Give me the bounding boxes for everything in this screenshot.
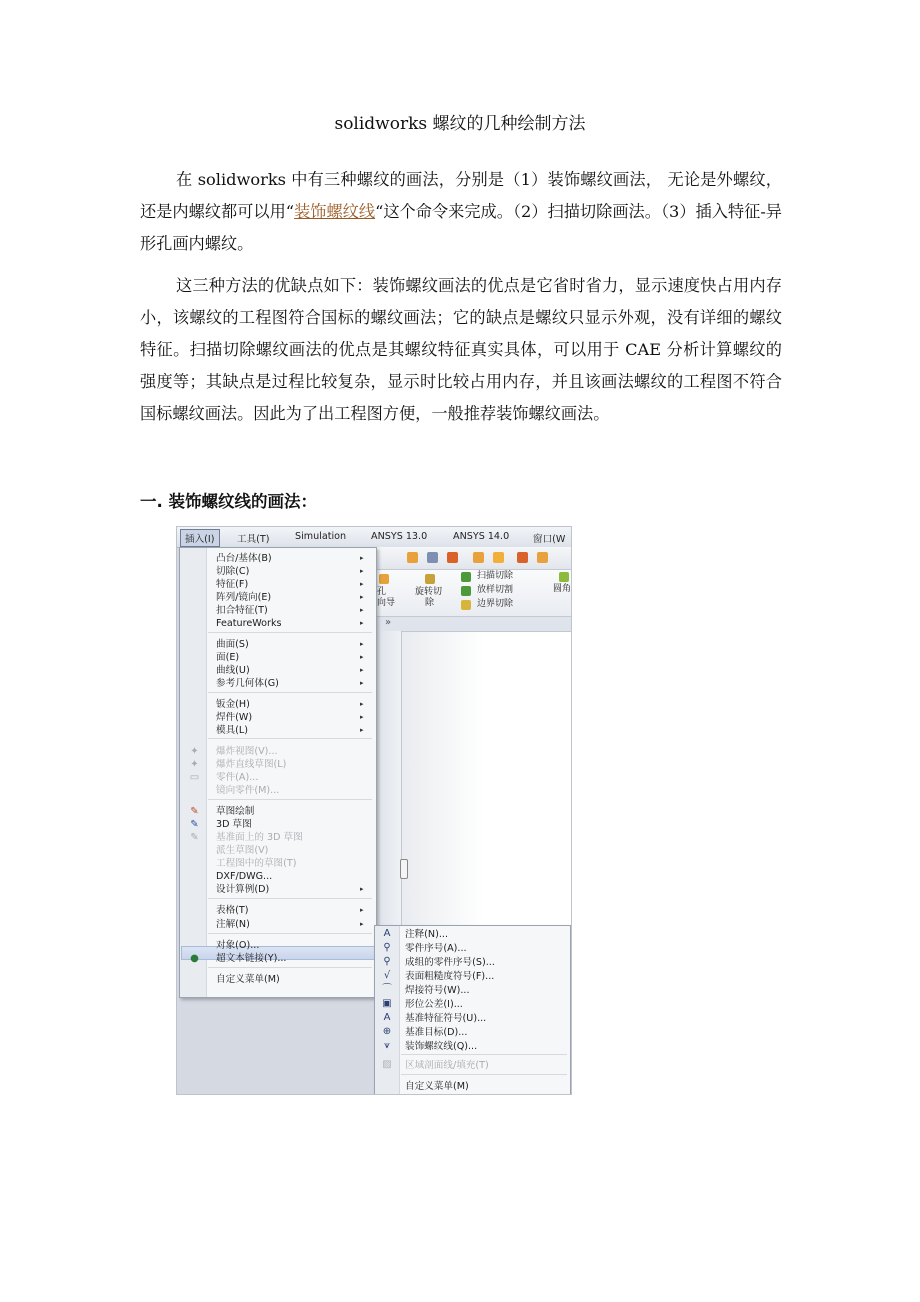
loft-cut-label[interactable]: 放样切割 <box>477 585 514 595</box>
submenu-arrow-icon: ▸ <box>360 726 364 734</box>
sweep-cut-label[interactable]: 扫描切除 <box>477 571 514 581</box>
hole-wizard-icon[interactable] <box>379 574 389 584</box>
menu-item-icon: ● <box>190 953 199 964</box>
submenu-item-icon: ⩛ <box>384 1040 390 1051</box>
annotation-submenu-item: 区域剖面线/填充(T) <box>405 1060 489 1071</box>
section-heading: 一. 装饰螺纹线的画法： <box>140 492 318 511</box>
splitter-handle[interactable] <box>400 859 408 879</box>
insert-menu-item[interactable]: 阵列/镜向(E) <box>216 592 272 603</box>
submenu-item-icon: ▣ <box>382 998 392 1009</box>
submenu-arrow-icon: ▸ <box>360 700 364 708</box>
submenu-separator <box>401 1074 567 1075</box>
toolbar-icon-5[interactable] <box>493 552 504 563</box>
submenu-item-icon: ⚲ <box>383 942 391 953</box>
submenu-arrow-icon: ▸ <box>360 920 364 928</box>
menu-tools[interactable]: 工具(T) <box>237 534 270 545</box>
annotation-submenu-item[interactable]: 成组的零件序号(S)... <box>405 957 495 968</box>
insert-menu-item[interactable]: 表格(T) <box>216 905 249 916</box>
revolve-cut-label-1[interactable]: 旋转切 <box>415 587 443 597</box>
menu-window[interactable]: 窗口(W <box>533 534 566 545</box>
expand-chevron-icon[interactable]: » <box>385 617 392 628</box>
submenu-item-icon: √ <box>383 970 391 981</box>
insert-menu-item[interactable]: FeatureWorks <box>216 618 282 629</box>
solidworks-screenshot <box>176 526 572 1095</box>
insert-menu-item: 基准面上的 3D 草图 <box>216 832 303 843</box>
submenu-arrow-icon: ▸ <box>360 640 364 648</box>
submenu-arrow-icon: ▸ <box>360 554 364 562</box>
annotation-submenu-item[interactable]: 注释(N)... <box>405 929 448 940</box>
insert-menu-item[interactable]: 面(E) <box>216 652 240 663</box>
insert-menu-item[interactable]: 曲线(U) <box>216 665 250 676</box>
submenu-arrow-icon: ▸ <box>360 906 364 914</box>
document-title: solidworks 螺纹的几种绘制方法 <box>334 114 586 134</box>
menu-item-icon: ▭ <box>189 772 200 783</box>
annotation-submenu-item[interactable]: 基准特征符号(U)... <box>405 1013 487 1024</box>
menu-ansys14[interactable]: ANSYS 14.0 <box>453 531 510 542</box>
insert-menu-item[interactable]: 曲面(S) <box>216 639 249 650</box>
submenu-arrow-icon: ▸ <box>360 606 364 614</box>
boundary-cut-icon[interactable] <box>461 600 471 610</box>
insert-menu-item[interactable]: 钣金(H) <box>216 699 250 710</box>
insert-menu-item: 工程图中的草图(T) <box>216 858 297 869</box>
submenu-item-icon: A <box>383 928 391 939</box>
insert-menu-item[interactable]: 自定义菜单(M) <box>216 974 280 985</box>
menu-separator <box>208 967 372 968</box>
insert-menu-item[interactable]: 设计算例(D) <box>216 884 270 895</box>
intro-paragraph <box>140 164 782 260</box>
pros-cons-paragraph: 这三种方法的优缺点如下：装饰螺纹画法的优点是它省时省力，显示速度快占用内存小，该螺纹的工程图符合国标的螺纹画法；它的缺点是螺纹只显示外观，没有详细的螺纹特征。扫描切除螺纹画法的优点是其螺纹特征真实具体，可以用于 CAE 分析计算螺纹的强度等；其缺点是过程比较复杂，显示时比较占用内存，并且该画法螺纹的工程图不符合国标螺纹画法。因此为了出工程图方便，一般推荐装饰螺纹画法。 <box>140 276 782 423</box>
annotation-submenu-item[interactable]: 焊接符号(W)... <box>405 985 470 996</box>
insert-menu-item[interactable]: 注解(N) <box>216 919 250 930</box>
insert-menu-item[interactable]: 草图绘制 <box>216 806 255 817</box>
menu-separator <box>208 933 372 934</box>
menu-separator <box>208 692 372 693</box>
menu-bar <box>177 527 571 548</box>
toolbar-icon-2[interactable] <box>427 552 438 563</box>
toolbar-icon-7[interactable] <box>537 552 548 563</box>
insert-menu-item: 爆炸直线草图(L) <box>216 759 287 770</box>
insert-menu-item[interactable]: 对象(O)... <box>216 940 260 951</box>
menu-item-icon: ✎ <box>190 819 199 830</box>
submenu-item-icon: A <box>383 1012 391 1023</box>
insert-menu-item: 零件(A)... <box>216 772 259 783</box>
submenu-item-icon: ⌒ <box>382 984 392 995</box>
insert-menu-item[interactable]: 焊件(W) <box>216 712 253 723</box>
submenu-arrow-icon: ▸ <box>360 567 364 575</box>
fillet-label[interactable]: 圆角 <box>553 584 572 594</box>
submenu-item-icon: ⊕ <box>382 1026 392 1037</box>
insert-menu <box>179 547 377 998</box>
toolbar-icon-4[interactable] <box>473 552 484 563</box>
hole-wizard-label-2[interactable]: 向导 <box>377 598 396 608</box>
sweep-cut-icon[interactable] <box>461 572 471 582</box>
insert-menu-item: 镜向零件(M)... <box>216 785 280 796</box>
insert-menu-item[interactable]: 切除(C) <box>216 566 250 577</box>
menu-separator <box>208 632 372 633</box>
submenu-arrow-icon: ▸ <box>360 679 364 687</box>
annotation-submenu <box>374 925 571 1095</box>
menu-item-icon: ✦ <box>190 746 199 757</box>
toolbar-icon-1[interactable] <box>407 552 418 563</box>
annotation-submenu-item[interactable]: 零件序号(A)... <box>405 943 467 954</box>
boundary-cut-label[interactable]: 边界切除 <box>477 599 514 609</box>
annotation-submenu-item[interactable]: 自定义菜单(M) <box>405 1081 469 1092</box>
submenu-item-icon: ▨ <box>382 1059 392 1070</box>
intro-text-1: 在 solidworks 中有三种螺纹的画法，分别是（1）装饰螺纹画法， 无论是外螺纹，还是内螺纹都可以用“ <box>140 170 782 221</box>
insert-menu-item[interactable]: 参考几何体(G) <box>216 678 279 689</box>
submenu-arrow-icon: ▸ <box>360 713 364 721</box>
fillet-icon[interactable] <box>559 572 569 582</box>
submenu-arrow-icon: ▸ <box>360 593 364 601</box>
submenu-arrow-icon: ▸ <box>360 580 364 588</box>
menu-item-icon: ✎ <box>190 806 199 817</box>
insert-menu-item[interactable]: 扣合特征(T) <box>216 605 268 616</box>
menu-separator <box>208 799 372 800</box>
submenu-separator <box>401 1054 567 1055</box>
menu-separator <box>208 898 372 899</box>
submenu-arrow-icon: ▸ <box>360 653 364 661</box>
toolbar-icon-6[interactable] <box>517 552 528 563</box>
annotation-submenu-item[interactable]: 形位公差(I)... <box>405 999 463 1010</box>
annotation-submenu-item[interactable]: 表面粗糙度符号(F)... <box>405 971 495 982</box>
insert-menu-item[interactable]: 凸台/基体(B) <box>216 553 272 564</box>
annotation-submenu-item[interactable]: 装饰螺纹线(Q)... <box>405 1041 478 1052</box>
insert-menu-item[interactable]: 模具(L) <box>216 725 249 736</box>
standard-toolbar <box>377 547 571 570</box>
insert-menu-item[interactable]: 特征(F) <box>216 579 249 590</box>
submenu-item-icon: ⚲ <box>383 956 391 967</box>
annotation-submenu-item[interactable]: 基准目标(D)... <box>405 1027 468 1038</box>
menu-separator <box>208 738 372 739</box>
insert-menu-item[interactable]: 超文本链接(Y)... <box>216 953 287 964</box>
panel-tab-strip <box>377 617 571 632</box>
hole-wizard-label-1[interactable]: 孔 <box>377 587 387 597</box>
menu-ansys13[interactable]: ANSYS 13.0 <box>371 531 428 542</box>
menu-insert[interactable]: 插入(I) <box>180 529 220 547</box>
submenu-arrow-icon: ▸ <box>360 885 364 893</box>
insert-menu-item[interactable]: DXF/DWG... <box>216 871 273 882</box>
cosmetic-thread-link[interactable]: 装饰螺纹线 <box>294 202 376 221</box>
revolve-cut-icon[interactable] <box>425 574 435 584</box>
features-ribbon <box>377 570 571 617</box>
insert-menu-item[interactable]: 3D 草图 <box>216 819 252 830</box>
insert-menu-item: 爆炸视图(V)... <box>216 746 278 757</box>
menu-item-icon: ✎ <box>190 832 199 843</box>
loft-cut-icon[interactable] <box>461 586 471 596</box>
toolbar-icon-3[interactable] <box>447 552 458 563</box>
menu-item-icon: ✦ <box>190 759 199 770</box>
revolve-cut-label-2[interactable]: 除 <box>425 598 435 608</box>
intro-text-2: “这个命令来完成。（2）扫描切除画法。（3）插入特征-异形孔画内螺纹。 <box>140 202 782 253</box>
submenu-arrow-icon: ▸ <box>360 619 364 627</box>
insert-menu-item: 派生草图(V) <box>216 845 269 856</box>
menu-simulation[interactable]: Simulation <box>295 531 347 542</box>
submenu-arrow-icon: ▸ <box>360 666 364 674</box>
